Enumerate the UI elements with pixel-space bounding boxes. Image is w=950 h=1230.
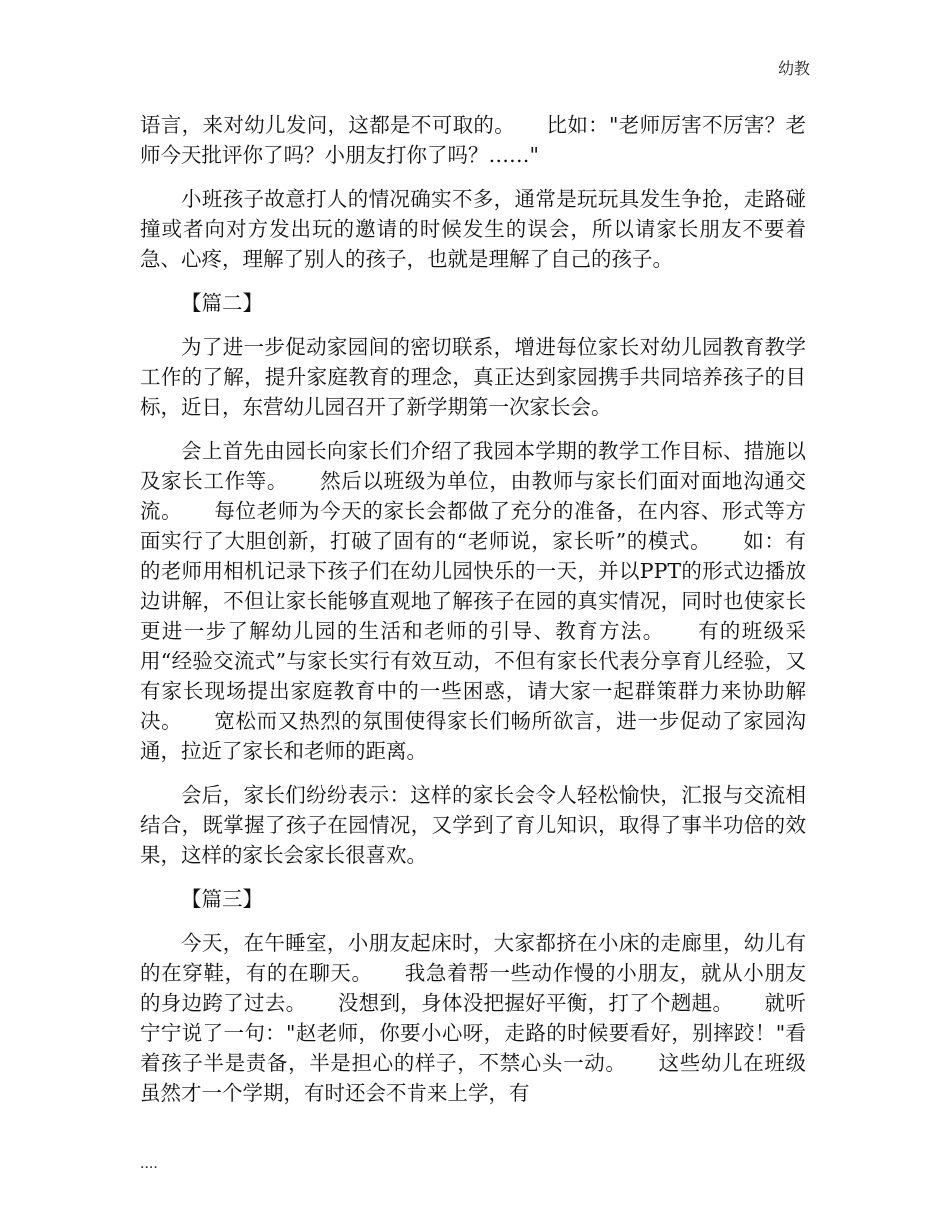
- paragraph-continued: 语言，来对幼儿发问，这都是不可取的。 比如："老师厉害不厉害？老师今天批评你了吗？小朋友打你了吗？……": [140, 113, 806, 167]
- paragraph-parent-meeting-intro: 为了进一步促动家园间的密切联系，增进每位家长对幼儿园教育教学工作的了解，提升家庭教育的理念，真正达到家园携手共同培养孩子的目标，近日，东营幼儿园召开了新学期第一次家长会。: [140, 335, 806, 419]
- section-heading-part-two: 【篇二】: [181, 291, 263, 315]
- paragraph-parent-meeting-details: 会上首先由园长向家长们介绍了我园本学期的教学工作目标、措施以及家长工作等。 然后以班级为单位，由教师与家长们面对面地沟通交流。 每位老师为今天的家长会都做了充分的准备，在内容、形式等方面实行了大胆创新，打破了固有的“老师说，家长听”的模式。 如：有的老师用相机记录下孩子们在幼儿园快乐的一天，并以PPT的形式边播放边讲解，不但让家长能够直观地了解孩子在园的真实情况，同时也使家长更进一步了解幼儿园的生活和老师的引导、教育方法。 有的班级采用“经验交流式”与家长实行有效互动，不但有家长代表分享育儿经验，又有家长现场提出家庭教育中的一些困惑，请大家一起群策群力来协助解决。 宽松而又热烈的氛围使得家长们畅所欲言，进一步促动了家园沟通，拉近了家长和老师的距离。: [140, 439, 806, 763]
- paragraph-small-class-hitting: 小班孩子故意打人的情况确实不多，通常是玩玩具发生争抢，走路碰撞或者向对方发出玩的邀请的时候发生的误会，所以请家长朋友不要着急、心疼，理解了别人的孩子，也就是理解了自己的孩子。: [140, 187, 806, 271]
- header-category-label: 幼教: [777, 59, 810, 78]
- footer-page-marker: ....: [140, 1156, 158, 1172]
- paragraph-parent-feedback: 会后，家长们纷纷表示：这样的家长会令人轻松愉快，汇报与交流相结合，既掌握了孩子在园情况，又学到了育儿知识，取得了事半功倍的效果，这样的家长会家长很喜欢。: [140, 783, 806, 867]
- paragraph-nap-room-story: 今天，在午睡室，小朋友起床时，大家都挤在小床的走廊里，幼儿有的在穿鞋，有的在聊天。 我急着帮一些动作慢的小朋友，就从小朋友的身边跨了过去。 没想到，身体没把握好平衡，打了个趔趄。 就听宁宁说了一句："赵老师，你要小心呀，走路的时候要看好，别摔跤！"看着孩子半是责备，半是担心的样子，不禁心头一动。 这些幼儿在班级虽然才一个学期，有时还会不肯来上学，有: [140, 931, 806, 1105]
- section-heading-part-three: 【篇三】: [181, 887, 263, 911]
- document-body: [140, 110, 806, 1122]
